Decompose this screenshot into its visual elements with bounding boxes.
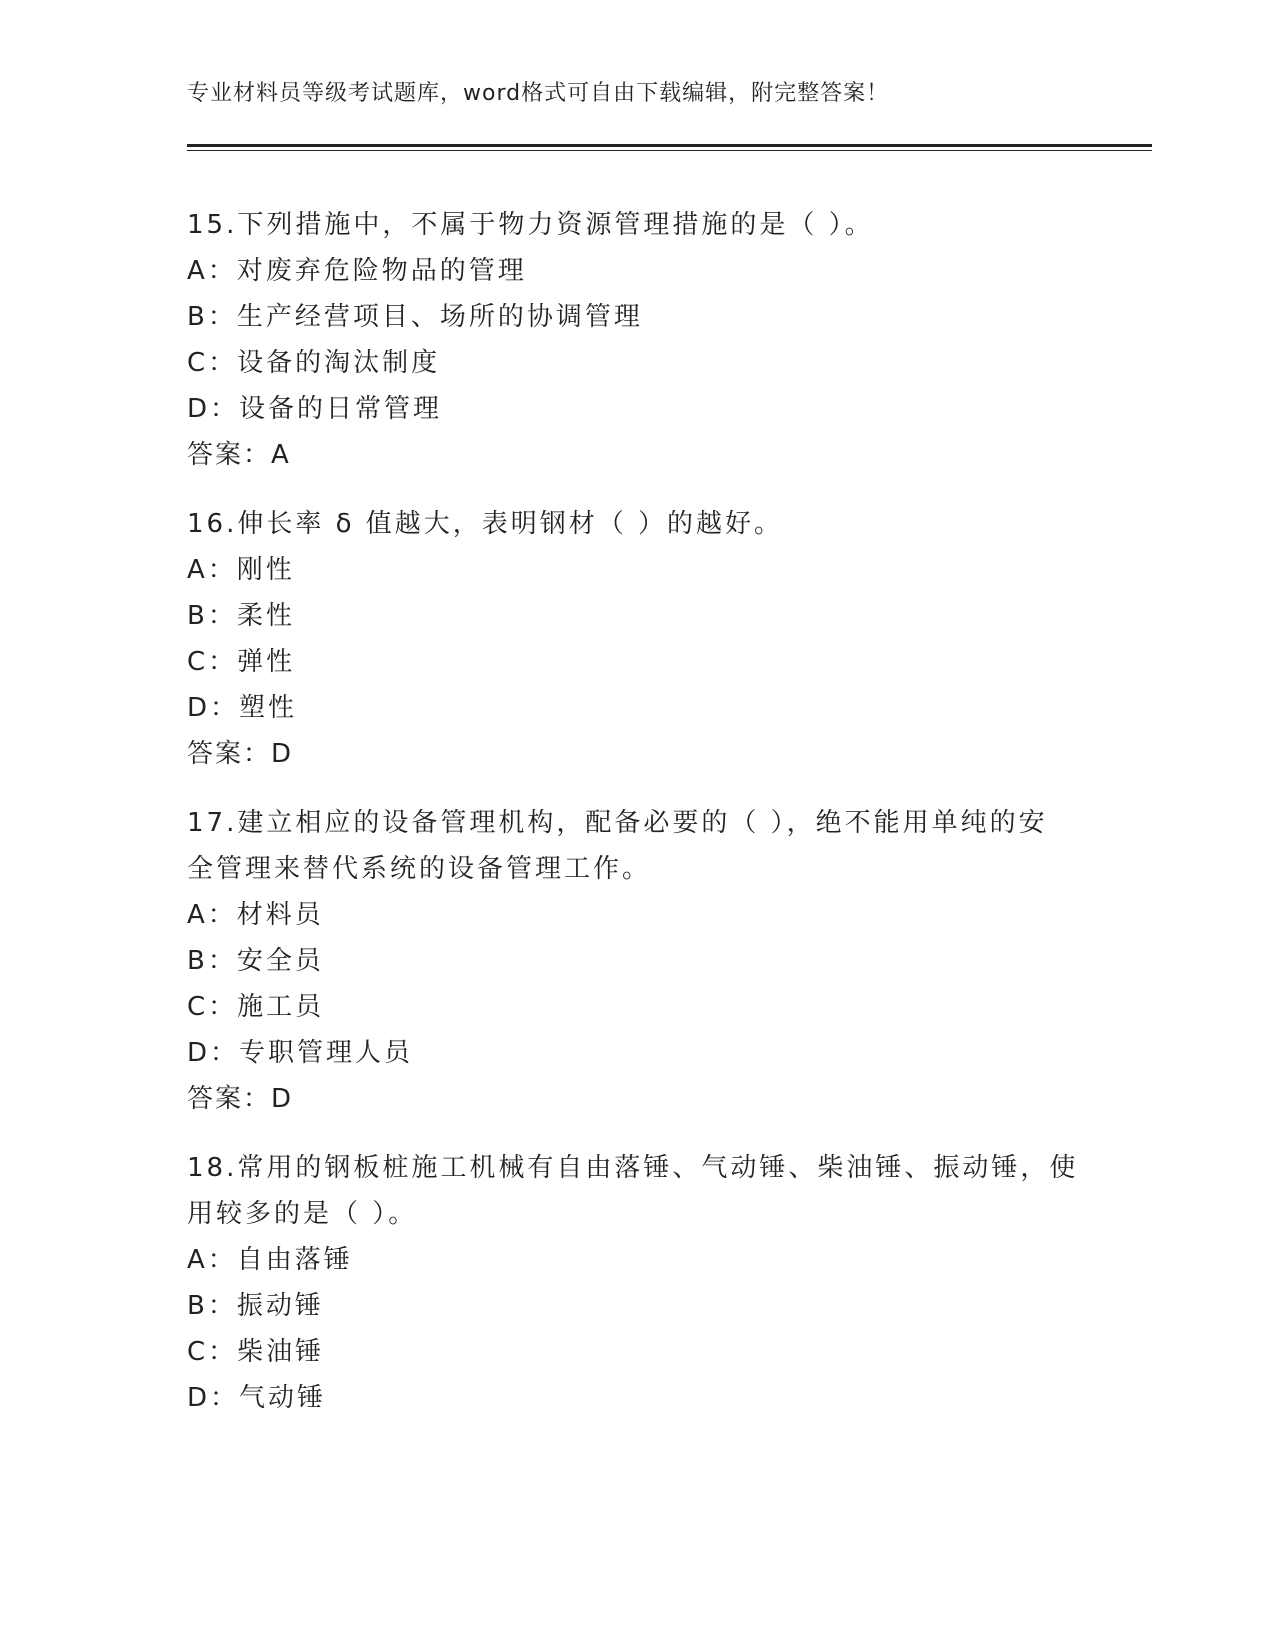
question-stem: 16.伸长率 δ 值越大，表明钢材（ ）的越好。: [187, 509, 784, 539]
answer-label: 答案：D: [187, 739, 294, 769]
option-d: D：塑性: [187, 693, 298, 723]
option-c: C：施工员: [187, 992, 325, 1022]
option-b: B：生产经营项目、场所的协调管理: [187, 302, 643, 332]
question-16: [187, 501, 1117, 777]
option-a: A：对废弃危险物品的管理: [187, 256, 527, 286]
question-stem: 15.下列措施中，不属于物力资源管理措施的是（ ）。: [187, 210, 874, 240]
question-18: [187, 1145, 1117, 1421]
question-stem-line-1: 18.常用的钢板桩施工机械有自由落锤、气动锤、柴油锤、振动锤，使: [187, 1153, 1079, 1183]
header-divider-thick: [187, 144, 1152, 147]
option-b: B：柔性: [187, 601, 295, 631]
option-c: C：设备的淘汰制度: [187, 348, 441, 378]
option-b: B：振动锤: [187, 1291, 324, 1321]
option-d: D：设备的日常管理: [187, 394, 443, 424]
answer-label: 答案：A: [187, 440, 291, 470]
page-header-text: 专业材料员等级考试题库，word格式可自由下载编辑，附完整答案！: [187, 81, 890, 106]
option-b: B：安全员: [187, 946, 324, 976]
header-divider-thin: [187, 150, 1152, 151]
option-c: C：弹性: [187, 647, 296, 677]
option-a: A：自由落锤: [187, 1245, 353, 1275]
question-list: [187, 202, 1117, 1444]
question-15: [187, 202, 1117, 478]
question-stem-line-1: 17.建立相应的设备管理机构，配备必要的（ ），绝不能用单纯的安: [187, 808, 1048, 838]
option-d: D：专职管理人员: [187, 1038, 414, 1068]
question-17: [187, 800, 1117, 1122]
option-d: D：气动锤: [187, 1383, 327, 1413]
question-stem-line-2: 全管理来替代系统的设备管理工作。: [187, 854, 652, 884]
option-a: A：材料员: [187, 900, 324, 930]
option-c: C：柴油锤: [187, 1337, 325, 1367]
option-a: A：刚性: [187, 555, 295, 585]
answer-label: 答案：D: [187, 1084, 294, 1114]
question-stem-line-2: 用较多的是（ ）。: [187, 1199, 418, 1229]
